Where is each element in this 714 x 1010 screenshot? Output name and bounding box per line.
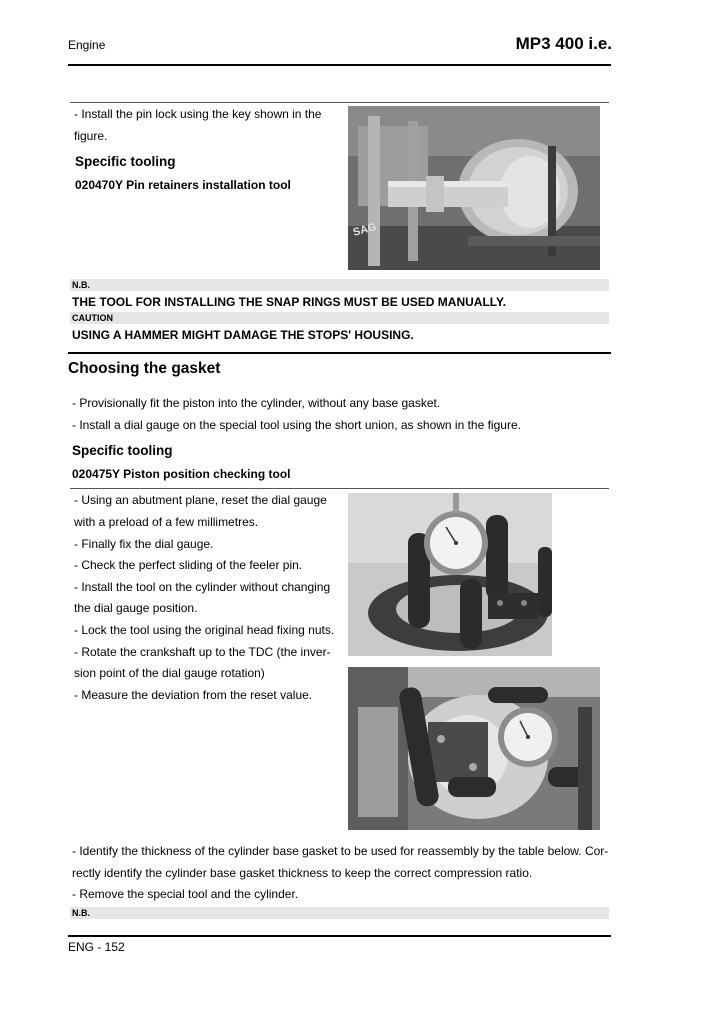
step-line-4: - Check the perfect sliding of the feeler pin. [74, 558, 303, 572]
block1-line-1: - Install the pin lock using the key shown in the [74, 107, 322, 121]
svg-text:SAG: SAG [351, 221, 378, 239]
step-line-10: - Measure the deviation from the reset value. [74, 688, 313, 702]
section-tooling-heading: Specific tooling [72, 443, 173, 458]
tool-on-cylinder-photo [348, 667, 600, 830]
section-title: Choosing the gasket [68, 360, 221, 377]
outro-line-1: - Identify the thickness of the cylinder base gasket to be used for reassembly by the table below. Cor- [72, 844, 609, 858]
nb-label-bar: N.B. [70, 279, 609, 291]
step-line-9: sion point of the dial gauge rotation) [74, 666, 265, 680]
step-line-7: - Lock the tool using the original head fixing nuts. [74, 623, 335, 637]
section-tooling-item: 020475Y Piston position checking tool [72, 467, 291, 481]
piston-pin-tool-photo [348, 106, 600, 270]
header-model-title: MP3 400 i.e. [515, 34, 612, 53]
intro-line-2: - Install a dial gauge on the special tool using the short union, as shown in the figure. [72, 418, 521, 432]
footer-rule [68, 935, 611, 937]
header-section-label: Engine [68, 38, 106, 52]
block1-tooling-heading: Specific tooling [75, 154, 176, 169]
step-line-5: - Install the tool on the cylinder without changing [74, 580, 331, 594]
dial-gauge-tool-photo [348, 493, 552, 656]
section-nb-label-bar: N.B. [70, 907, 609, 919]
step-line-8: - Rotate the crankshaft up to the TDC (the inver- [74, 645, 331, 659]
step-line-1: - Using an abutment plane, reset the dial gauge [74, 493, 327, 507]
block1-tooling-item: 020470Y Pin retainers installation tool [75, 178, 291, 192]
outro-line-2: rectly identify the cylinder base gasket thickness to keep the correct compression ratio. [72, 866, 533, 880]
footer-page-number: ENG - 152 [68, 940, 125, 954]
step-line-3: - Finally fix the dial gauge. [74, 537, 214, 551]
step-line-6: the dial gauge position. [74, 601, 198, 615]
caution-label-bar: CAUTION [70, 312, 609, 324]
outro-line-3: - Remove the special tool and the cylinder. [72, 887, 299, 901]
caution-text: USING A HAMMER MIGHT DAMAGE THE STOPS' HOUSING. [72, 328, 414, 342]
section-rule [68, 352, 611, 354]
intro-line-1: - Provisionally fit the piston into the cylinder, without any base gasket. [72, 396, 441, 410]
step-line-2: with a preload of a few millimetres. [74, 515, 259, 529]
nb-text: THE TOOL FOR INSTALLING THE SNAP RINGS MUST BE USED MANUALLY. [72, 295, 507, 309]
block1-line-2: figure. [74, 129, 108, 143]
header-rule [68, 64, 611, 66]
